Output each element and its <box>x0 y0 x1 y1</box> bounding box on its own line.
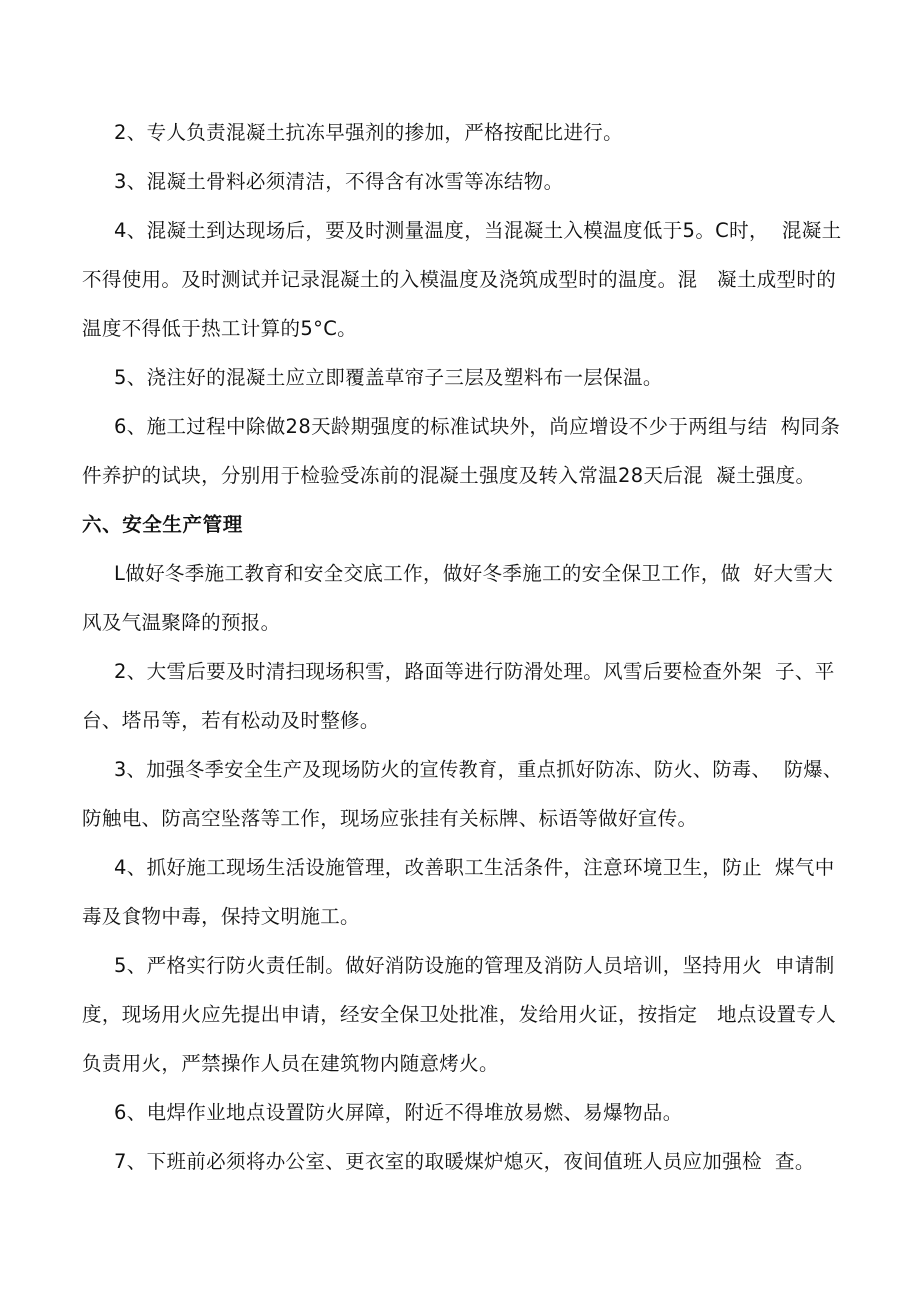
safety-paragraph-5-line-2: 度，现场用火应先提出申请，经安全保卫处批准，发给用火证，按指定 地点设置专人 <box>82 1003 837 1026</box>
safety-paragraph-1-line-1: L做好冬季施工教育和安全交底工作，做好冬季施工的安全保卫工作，做 好大雪大 <box>114 562 834 585</box>
safety-paragraph-4-line-1: 4、抓好施工现场生活设施管理，改善职工生活条件，注意环境卫生，防止 煤气中 <box>114 856 835 879</box>
paragraph-3-line-1: 3、混凝土骨料必须清洁，不得含有冰雪等冻结物。 <box>114 170 564 193</box>
safety-paragraph-3-line-2: 防触电、防高空坠落等工作，现场应张挂有关标牌、标语等做好宣传。 <box>82 807 698 830</box>
paragraph-5-line-1: 5、浇注好的混凝土应立即覆盖草帘子三层及塑料布一层保温。 <box>114 366 663 389</box>
safety-paragraph-2-line-1: 2、大雪后要及时清扫现场积雪，路面等进行防滑处理。风雪后要检查外架 子、平 <box>114 660 835 683</box>
safety-paragraph-5-line-3: 负责用火，严禁操作人员在建筑物内随意烤火。 <box>82 1052 499 1075</box>
paragraph-4-line-3: 温度不得低于热工计算的5°C。 <box>82 317 358 340</box>
safety-paragraph-4-line-2: 毒及食物中毒，保持文明施工。 <box>82 905 360 928</box>
safety-paragraph-5-line-1: 5、严格实行防火责任制。做好消防设施的管理及消防人员培训，坚持用火 申请制 <box>114 954 835 977</box>
paragraph-6-line-2: 件养护的试块，分别用于检验受冻前的混凝土强度及转入常温28天后混 凝土强度。 <box>82 464 816 487</box>
paragraph-4-line-2: 不得使用。及时测试并记录混凝土的入模温度及浇筑成型时的温度。混 凝土成型时的 <box>82 268 837 291</box>
safety-paragraph-1-line-2: 风及气温聚降的预报。 <box>82 611 281 634</box>
section-heading: 六、安全生产管理 <box>82 513 243 536</box>
safety-paragraph-7-line-1: 7、下班前必须将办公室、更衣室的取暖煤炉熄灭，夜间值班人员应加强检 查。 <box>114 1150 815 1173</box>
safety-paragraph-3-line-1: 3、加强冬季安全生产及现场防火的宣传教育，重点抓好防冻、防火、防毒、 防爆、 <box>114 758 843 781</box>
safety-paragraph-2-line-2: 台、塔吊等，若有松动及时整修。 <box>82 709 380 732</box>
paragraph-2-line-1: 2、专人负责混凝土抗冻早强剂的掺加，严格按配比进行。 <box>114 121 624 144</box>
safety-paragraph-6-line-1: 6、电焊作业地点设置防火屏障，附近不得堆放易燃、易爆物品。 <box>114 1101 683 1124</box>
paragraph-4-line-1: 4、混凝土到达现场后，要及时测量温度，当混凝土入模温度低于5。C时， 混凝土 <box>114 219 842 242</box>
paragraph-6-line-1: 6、施工过程中除做28天龄期强度的标准试块外，尚应增设不少于两组与结 构同条 <box>114 415 841 438</box>
